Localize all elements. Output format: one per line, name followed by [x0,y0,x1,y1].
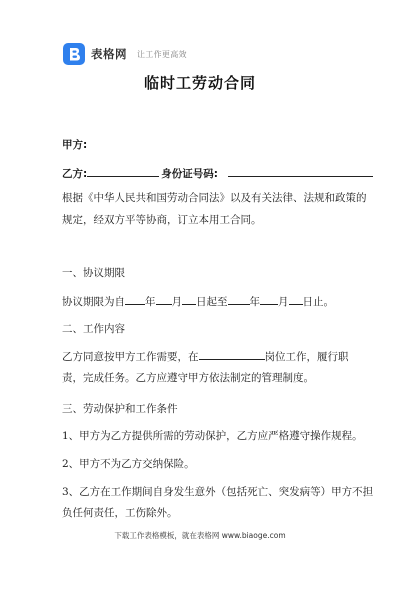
work-line-1-prefix: 乙方同意按甲方工作需要，在 [62,351,199,363]
day-from-blank [182,293,196,305]
item-3-line-2: 负任何责任，工伤除外。 [62,507,178,519]
section-1-heading: 一、协议期限 [62,267,125,279]
day-to-blank [289,293,303,305]
work-line-1 [62,348,362,364]
biaoge-logo-icon [63,43,85,65]
id-label: 身份证号码: [161,168,218,180]
position-blank [199,348,265,360]
header [63,42,187,66]
month-to-blank [260,293,278,305]
work-line-1-suffix: 岗位工作，履行职 [264,351,349,363]
month-from-blank [156,293,172,305]
footer-link-text[interactable]: 下载工作表格模板，就在表格网 www.biaoge.com [114,531,286,540]
party-b-label: 乙方: [62,168,88,180]
logo-name: 表格网 [91,47,127,61]
party-b-blank [87,165,159,177]
item-1: 1、甲方为乙方提供所需的劳动保护，乙方应严格遵守操作规程。 [62,430,363,442]
year-label-1: 年 [145,296,156,308]
year-to-blank [228,293,250,305]
page-title: 临时工劳动合同 [143,74,256,92]
term-prefix: 协议期限为自 [62,296,125,308]
party-a-label: 甲方: [62,139,88,151]
party-a-line [62,138,362,152]
month-label-2: 月 [278,296,289,308]
party-b-line [62,165,362,181]
logo-slogan: 让工作更高效 [137,49,187,59]
day-from-label: 日起至 [196,296,228,308]
section-3-heading: 三、劳动保护和工作条件 [62,403,178,415]
item-3-line-1: 3、乙方在工作期间自身发生意外（包括死亡、突发病等）甲方不担 [62,486,374,498]
section-2-heading: 二、工作内容 [62,323,125,335]
year-label-2: 年 [249,296,260,308]
day-to-label: 日止。 [302,296,334,308]
item-2: 2、甲方不为乙方交纳保险。 [62,458,195,470]
term-line [62,293,362,309]
work-line-2: 责，完成任务。乙方应遵守甲方依法制定的管理制度。 [62,372,314,384]
preamble-line-1: 根据《中华人民共和国劳动合同法》以及有关法律、法规和政策的 [62,192,367,204]
id-blank [228,165,373,177]
preamble-line-2: 规定，经双方平等协商，订立本用工合同。 [62,214,262,226]
month-label-1: 月 [171,296,182,308]
year-from-blank [125,293,145,305]
